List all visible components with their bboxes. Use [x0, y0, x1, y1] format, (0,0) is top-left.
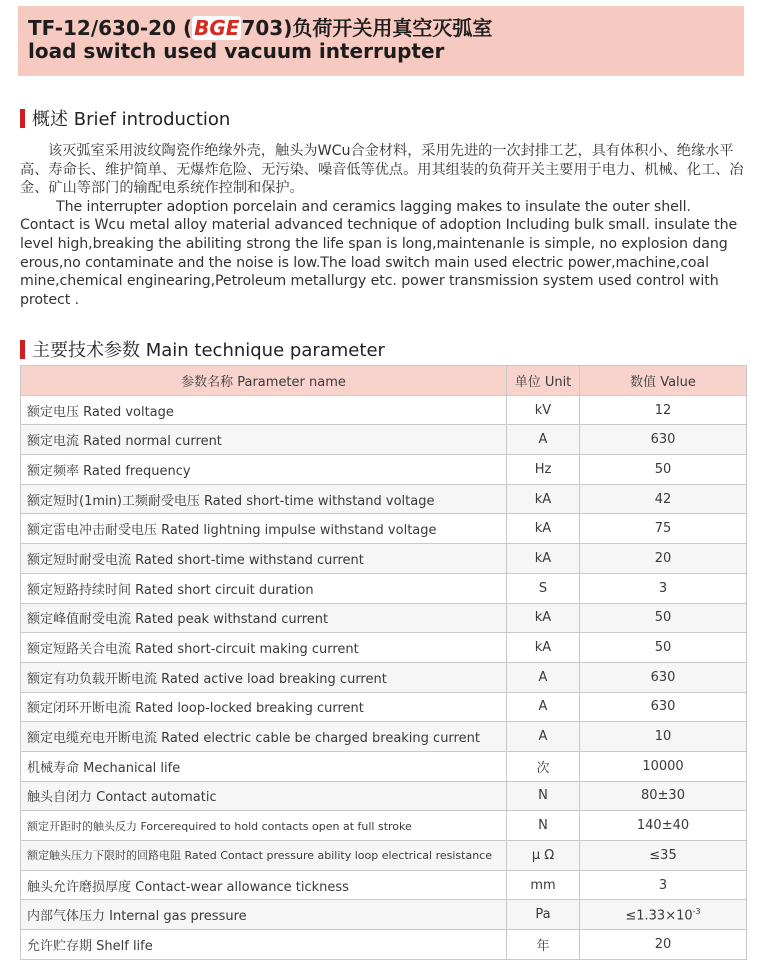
param-name-cell: 额定峰值耐受电流 Rated peak withstand current: [21, 603, 507, 633]
table-row: [21, 484, 747, 514]
param-name-cell: 触头允许磨损厚度 Contact-wear allowance tickness: [21, 870, 507, 900]
param-name-cell: 额定短路关合电流 Rated short-circuit making current: [21, 633, 507, 663]
value-exponent: -3: [692, 906, 701, 916]
param-name-cell: 额定短时耐受电流 Rated short-time withstand current: [21, 544, 507, 574]
table-row: [21, 603, 747, 633]
table-row: [21, 722, 747, 752]
heading-marker: [20, 340, 25, 359]
param-name-cell: 额定短时(1min)工频耐受电压 Rated short-time withstand voltage: [21, 484, 507, 514]
param-unit-cell: A: [507, 662, 580, 692]
page-subtitle: load switch used vacuum interrupter: [28, 39, 445, 63]
param-value-cell: 3: [580, 573, 747, 603]
table-row: [21, 514, 747, 544]
brief-heading: [20, 105, 230, 131]
table-row: [21, 455, 747, 485]
table-row: [21, 544, 747, 574]
param-unit-cell: Hz: [507, 455, 580, 485]
col-header-name: 参数名称 Parameter name: [21, 366, 507, 396]
param-unit-cell: A: [507, 425, 580, 455]
param-unit-cell: Pa: [507, 900, 580, 930]
param-unit-cell: kA: [507, 484, 580, 514]
param-name-cell: 允许贮存期 Shelf life: [21, 930, 507, 960]
param-value-cell: 12: [580, 395, 747, 425]
table-row: [21, 751, 747, 781]
param-value-cell: 20: [580, 544, 747, 574]
param-name-cell: 额定开距时的触头反力 Forcerequired to hold contacts open at full stroke: [21, 811, 507, 841]
param-unit-cell: 年: [507, 930, 580, 960]
col-header-unit: 单位 Unit: [507, 366, 580, 396]
param-unit-cell: S: [507, 573, 580, 603]
param-value-cell: 630: [580, 662, 747, 692]
title-suffix: 703)负荷开关用真空灭弧室: [241, 16, 493, 40]
param-value-cell: ≤35: [580, 841, 747, 871]
param-unit-cell: A: [507, 722, 580, 752]
table-row: [21, 870, 747, 900]
page-title: [28, 12, 492, 41]
param-value-cell: 80±30: [580, 781, 747, 811]
param-unit-cell: μ Ω: [507, 841, 580, 871]
table-row: [21, 811, 747, 841]
param-name-cell: 额定短路持续时间 Rated short circuit duration: [21, 573, 507, 603]
param-unit-cell: kV: [507, 395, 580, 425]
param-value-cell: 3: [580, 870, 747, 900]
params-heading: [20, 336, 385, 362]
brief-text: [20, 142, 744, 309]
param-value-cell: 630: [580, 425, 747, 455]
param-value-cell: 50: [580, 633, 747, 663]
heading-marker: [20, 109, 25, 128]
param-unit-cell: mm: [507, 870, 580, 900]
brand-logo: BGE: [194, 16, 240, 40]
param-name-cell: 额定电流 Rated normal current: [21, 425, 507, 455]
param-name-cell: 额定电压 Rated voltage: [21, 395, 507, 425]
table-row: [21, 900, 747, 930]
param-value-cell: 42: [580, 484, 747, 514]
param-unit-cell: A: [507, 692, 580, 722]
parameter-table: [20, 365, 747, 960]
param-unit-cell: N: [507, 781, 580, 811]
table-row: [21, 425, 747, 455]
brief-en: The interrupter adoption porcelain and ceramics lagging makes to insulate the outer shell. Contact is Wcu metal alloy material advanced technique of adoption Including bulk small. insulate the level high,breaking the abiliting strong the life span is long,maintenanle is simple, no explosion dang erous,no contaminate and the noise is low.The load switch main used electric power,machine,coal mine,chemical enginearing,Petroleum metallurgy etc. power transmission system used control with protect .: [20, 198, 738, 308]
param-unit-cell: kA: [507, 514, 580, 544]
param-value-cell: 140±40: [580, 811, 747, 841]
title-banner: [18, 6, 744, 76]
table-row: [21, 395, 747, 425]
param-name-cell: 额定有功负载开断电流 Rated active load breaking current: [21, 662, 507, 692]
param-unit-cell: kA: [507, 633, 580, 663]
param-name-cell: 额定频率 Rated frequency: [21, 455, 507, 485]
param-value-cell: 630: [580, 692, 747, 722]
params-heading-text: 主要技术参数 Main technique parameter: [32, 340, 385, 361]
param-name-cell: 额定触头压力下限时的回路电阻 Rated Contact pressure ability loop electrical resistance: [21, 841, 507, 871]
param-unit-cell: 次: [507, 751, 580, 781]
param-value-cell: 10000: [580, 751, 747, 781]
brief-cn: 该灭弧室采用波纹陶瓷作绝缘外壳，触头为WCu合金材料，采用先进的一次封排工艺，具有体积小、绝缘水平高、寿命长、维护简单、无爆炸危险、无污染、噪音低等优点。用其组装的负荷开关主要用于电力、机械、化工、冶金、矿山等部门的输配电系统作控制和保护。: [20, 143, 744, 197]
param-name-cell: 触头自闭力 Contact automatic: [21, 781, 507, 811]
param-value-cell: 50: [580, 603, 747, 633]
table-row: [21, 781, 747, 811]
col-header-value: 数值 Value: [580, 366, 747, 396]
param-value-cell: 50: [580, 455, 747, 485]
table-row: [21, 573, 747, 603]
param-name-cell: 额定闭环开断电流 Rated loop-locked breaking current: [21, 692, 507, 722]
brief-heading-text: 概述 Brief introduction: [32, 109, 231, 130]
param-name-cell: 机械寿命 Mechanical life: [21, 751, 507, 781]
value-base: ≤1.33×10: [625, 907, 693, 923]
param-unit-cell: N: [507, 811, 580, 841]
param-value-cell: [580, 900, 747, 930]
param-value-cell: 10: [580, 722, 747, 752]
param-unit-cell: kA: [507, 544, 580, 574]
param-name-cell: 额定雷电冲击耐受电压 Rated lightning impulse withstand voltage: [21, 514, 507, 544]
table-row: [21, 662, 747, 692]
param-name-cell: 额定电缆充电开断电流 Rated electric cable be charged breaking current: [21, 722, 507, 752]
param-name-cell: 内部气体压力 Internal gas pressure: [21, 900, 507, 930]
param-value-cell: 75: [580, 514, 747, 544]
table-row: [21, 692, 747, 722]
param-unit-cell: kA: [507, 603, 580, 633]
table-row: [21, 633, 747, 663]
table-row: [21, 930, 747, 960]
param-value-cell: 20: [580, 930, 747, 960]
table-header-row: [21, 366, 747, 396]
title-prefix: TF-12/630-20 (: [28, 16, 193, 40]
table-row: [21, 841, 747, 871]
